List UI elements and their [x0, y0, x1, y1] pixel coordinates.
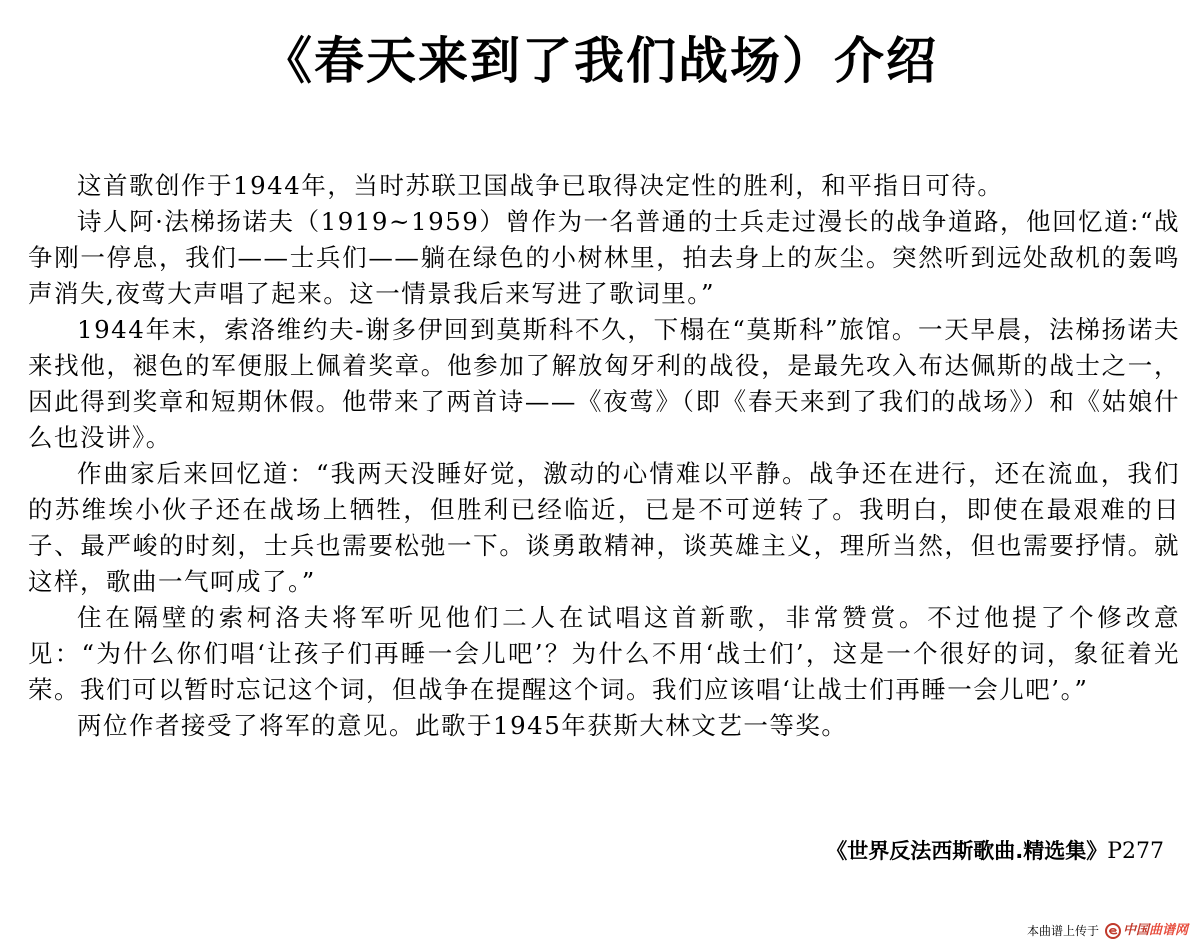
site-logo-text-b: 曲谱网: [1148, 923, 1188, 938]
upload-credit-text: 本曲谱上传于: [1026, 924, 1099, 938]
e-music-logo-icon: [1105, 923, 1121, 939]
paragraph: 作曲家后来回忆道：“我两天没睡好觉，激动的心情难以平静。战争还在进行，还在流血，我们的苏维埃小伙子还在战场上牺牲，但胜利已经临近，已是不可逆转了。我明白，即使在最艰难的日子、最严峻的时刻，士兵也需要松弛一下。谈勇敢精神，谈英雄主义，理所当然，但也需要抒情。就这样，歌曲一气呵成了。”: [28, 459, 1180, 596]
paragraph: 住在隔壁的索柯洛夫将军听见他们二人在试唱这首新歌，非常赞赏。不过他提了个修改意见：“为什么你们唱‘让孩子们再睡一会儿吧’？为什么不用‘战士们’，这是一个很好的词，象征着光荣。我们可以暂时忘记这个词，但战争在提醒这个词。我们应该唱‘让战士们再睡一会儿吧’。”: [28, 603, 1180, 704]
page-title: 《春天来到了我们战场）介绍: [262, 32, 938, 90]
upload-credit: [1027, 922, 1188, 940]
paragraph: 诗人阿·法梯扬诺夫（1919~1959）曾作为一名普通的士兵走过漫长的战争道路，他回忆道:“战争刚一停息，我们——士兵们——躺在绿色的小树林里，拍去身上的灰尘。突然听到远处敌机的轰鸣声消失,夜莺大声唱了起来。这一情景我后来写进了歌词里。”: [28, 207, 1180, 308]
source-citation: [826, 835, 1164, 868]
paragraph: 1944年末，索洛维约夫-谢多伊回到莫斯科不久，下榻在“莫斯科”旅馆。一天早晨，法梯扬诺夫来找他，褪色的军便服上佩着奖章。他参加了解放匈牙利的战役，是最先攻入布达佩斯的战士之一，因此得到奖章和短期休假。他带来了两首诗——《夜莺》（即《春天来到了我们的战场》）和《姑娘什么也没讲》。: [28, 315, 1180, 452]
source-page-number: P277: [1107, 839, 1164, 864]
site-logo: [1105, 922, 1188, 940]
source-book-title: 《世界反法西斯歌曲.精选集》: [826, 839, 1108, 863]
paragraph: 两位作者接受了将军的意见。此歌于1945年获斯大林文艺一等奖。: [77, 711, 848, 740]
paragraph: 这首歌创作于1944年，当时苏联卫国战争已取得决定性的胜利，和平指日可待。: [77, 171, 1004, 200]
article-body: [28, 168, 1180, 744]
site-logo-text-a: 中国: [1122, 923, 1149, 938]
